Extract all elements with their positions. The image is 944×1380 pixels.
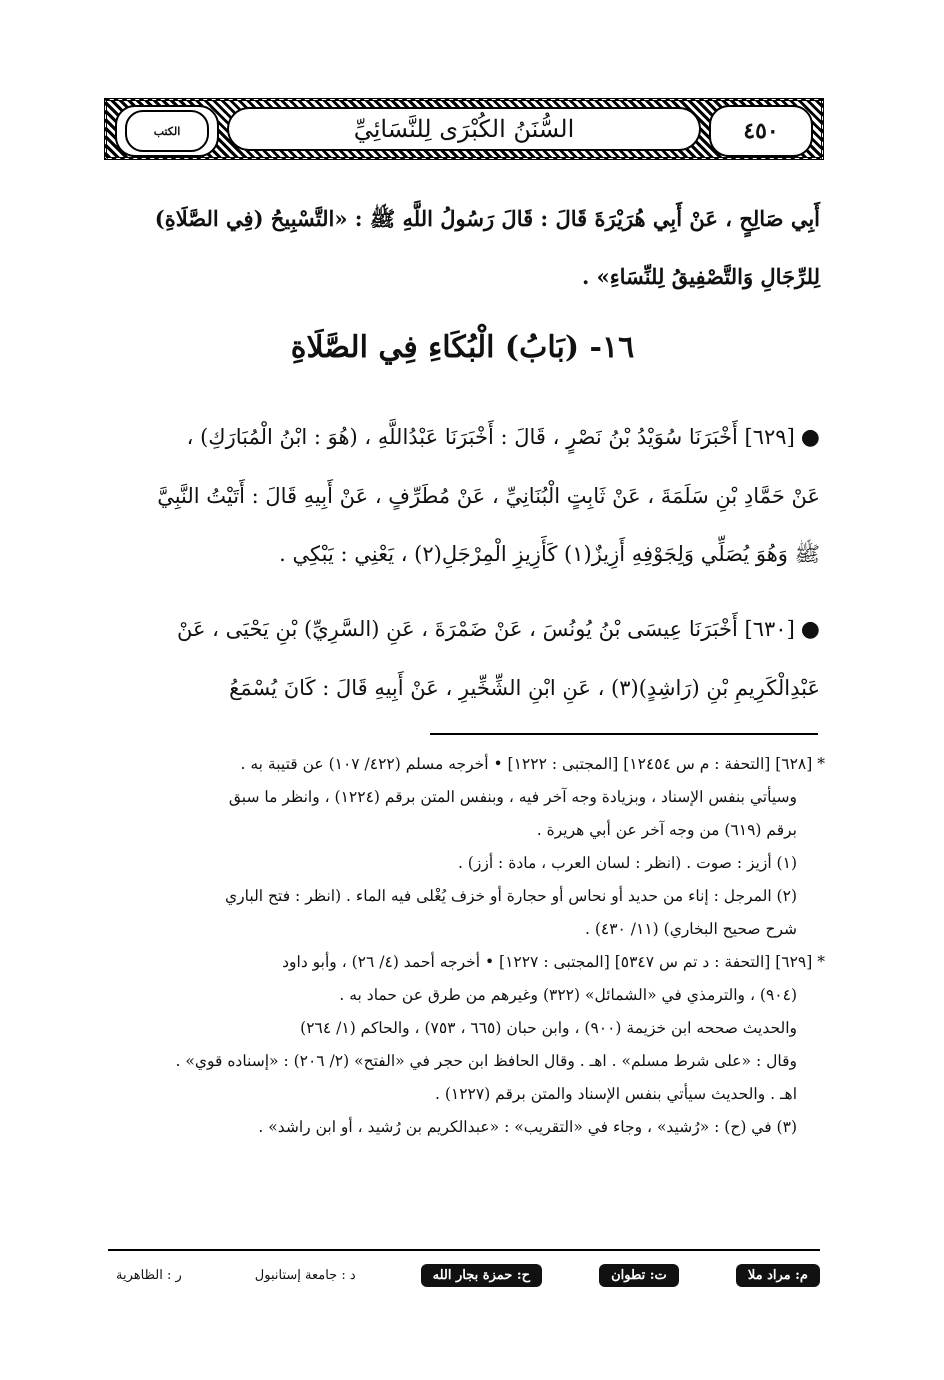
note-629-c: والحديث صححه ابن خزيمة (٩٠٠) ، وابن حبان (٦٦٥ ، ٧٥٣) ، والحاكم (١/ ٢٦٤)	[300, 1019, 797, 1037]
footnote-1: (١) أزيز : صوت . (انظر : لسان العرب ، مادة : أزز) .	[457, 854, 797, 872]
note-629-a: * [٦٢٩] [التحفة : د تم س ٥٣٤٧] [المجتبى : ١٢٢٧] • أخرجه أحمد (٤/ ٢٦) ، وأبو داود	[282, 953, 825, 971]
h629-line3: ﷺ وَهُوَ يُصَلِّي وَلِجَوْفِهِ أَزِيزٌ(١) كَأَزِيزِ الْمِرْجَلِ(٢) ، يَعْنِي : يَبْكِي .	[279, 542, 820, 566]
legend-t: ت: تطوان	[599, 1264, 679, 1287]
header-title-box	[227, 107, 701, 151]
footnote-2-a: (٢) المرجل : إناء من حديد أو نحاس أو حجارة أو خزف يُغْلى فيه الماء . (انظر : فتح الباري	[225, 887, 797, 905]
legend-h: ح: حمزة بجار الله	[421, 1264, 542, 1287]
footer-divider	[108, 1249, 820, 1251]
logo: الكتب	[125, 110, 209, 152]
logo-box	[115, 105, 219, 157]
h629-line2: عَنْ حَمَّادِ بْنِ سَلَمَةَ ، عَنْ ثَابِتٍ الْبُنَانِيِّ ، عَنْ مُطَرِّفٍ ، عَنْ أَبِيهِ قَالَ : أَتَيْتُ النَّبِيَّ	[157, 484, 820, 508]
notes-divider	[430, 733, 818, 735]
hadith-629	[105, 408, 820, 583]
note-628-c: برقم (٦١٩) من وجه آخر عن أبي هريرة .	[536, 821, 797, 839]
note-629-d: وقال : «على شرط مسلم» . اهـ . وقال الحافظ ابن حجر في «الفتح» (٢/ ٢٠٦) : «إسناده قوي» .	[175, 1052, 797, 1070]
book-title: السُّنَنُ الكُبْرَى لِلنَّسَائِيِّ	[353, 115, 575, 143]
page-number: ٤٥٠	[743, 118, 779, 144]
footnote-3: (٣) في (ح) : «رُشيد» ، وجاء في «التقريب» : «عبدالكريم بن رُشيد ، أو ابن راشد» .	[258, 1118, 797, 1136]
manuscript-legend	[108, 1258, 820, 1292]
h629-line1: ●[٦٢٩] أَخْبَرَنَا سُوَيْدُ بْنُ نَصْرٍ ، قَالَ : أَخْبَرَنَا عَبْدُاللَّهِ ، (هُوَ : ابْنُ الْمُبَارَكِ) ،	[186, 425, 820, 450]
opening-paragraph	[105, 190, 820, 306]
h630-line2: عَبْدِالْكَرِيمِ بْنِ (رَاشِدٍ)(٣) ، عَنِ ابْنِ الشِّخِّيرِ ، عَنْ أَبِيهِ قَالَ : كَانَ يُسْمَعُ	[229, 676, 820, 700]
bullet-icon: ●	[800, 617, 820, 642]
footnotes	[105, 748, 825, 1144]
hadith-630	[105, 600, 820, 717]
legend-m: م: مراد ملا	[736, 1264, 820, 1287]
footnote-2-b: شرح صحيح البخاري) (١١/ ٤٣٠) .	[584, 920, 797, 938]
note-629-b: (٩٠٤) ، والترمذي في «الشمائل» (٣٢٢) وغيرهم من طرق عن حماد به .	[339, 986, 797, 1004]
legend-r: ر : الظاهرية	[116, 1267, 182, 1283]
para1-line2: لِلرِّجَالِ وَالتَّصْفِيقُ لِلنِّسَاءِ» .	[581, 264, 820, 289]
h630-line1: ●[٦٣٠] أَخْبَرَنَا عِيسَى بْنُ يُونُسَ ، عَنْ ضَمْرَةَ ، عَنِ (السَّرِيِّ) بْنِ يَحْيَى ، عَنْ	[176, 617, 820, 642]
section-heading: ١٦- (بَابُ) الْبُكَاءِ فِي الصَّلَاةِ	[290, 330, 635, 365]
bullet-icon: ●	[800, 425, 820, 450]
page-number-box	[709, 105, 813, 157]
note-628-b: وسيأتي بنفس الإسناد ، وبزيادة وجه آخر فيه ، وبنفس المتن برقم (١٢٢٤) ، وانظر ما سبق	[228, 788, 797, 806]
header-banner	[104, 98, 824, 160]
note-628-a: * [٦٢٨] [التحفة : م س ١٢٤٥٤] [المجتبى : ١٢٢٢] • أخرجه مسلم (٤٢٢/ ١٠٧) عن قتيبة به .	[240, 755, 825, 773]
para1-line1: أَبِي صَالِحٍ ، عَنْ أَبِي هُرَيْرَةَ قَالَ : قَالَ رَسُولُ اللَّهِ ﷺ : «التَّسْبِيحُ (فِي الصَّلَاةِ)	[154, 206, 820, 231]
legend-d: د : جامعة إستانبول	[254, 1267, 356, 1283]
note-629-e: اهـ . والحديث سيأتي بنفس الإسناد والمتن برقم (١٢٢٧) .	[434, 1085, 797, 1103]
